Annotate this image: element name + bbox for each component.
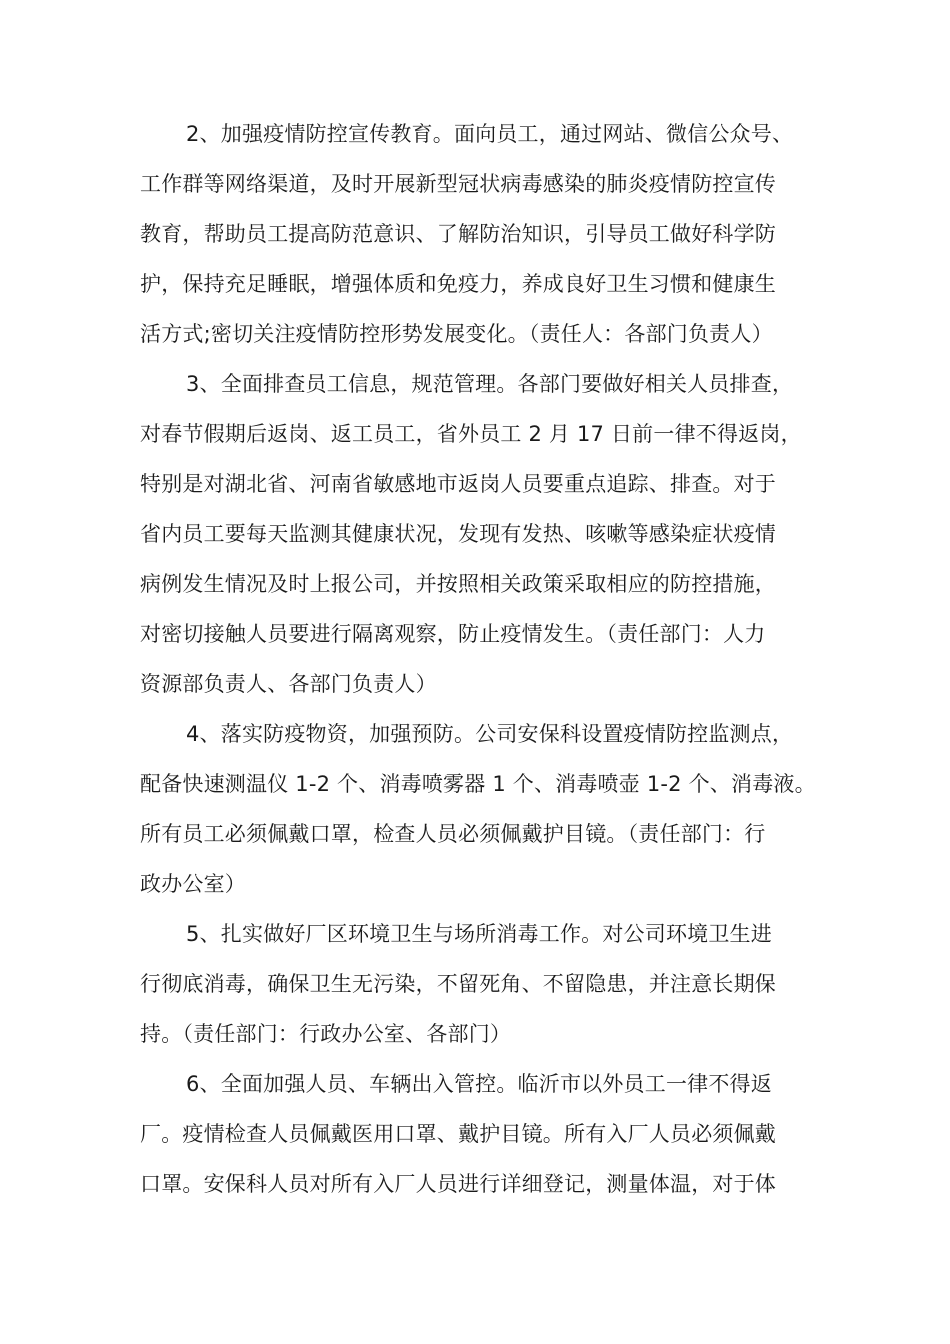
paragraph-2-line-1: 2、加强疫情防控宣传教育。面向员工，通过网站、微信公众号、 <box>186 122 794 146</box>
paragraph-4-line-4: 政办公室） <box>140 872 246 896</box>
paragraph-6-line-2: 厂。疫情检查人员佩戴医用口罩、戴护目镜。所有入厂人员必须佩戴 <box>140 1122 776 1146</box>
paragraph-4-line-1: 4、落实防疫物资，加强预防。公司安保科设置疫情防控监测点， <box>186 722 794 746</box>
paragraph-3-line-1: 3、全面排查员工信息，规范管理。各部门要做好相关人员排查， <box>186 372 794 396</box>
paragraph-5-line-3: 持。（责任部门：行政办公室、各部门） <box>140 1022 512 1046</box>
paragraph-3-line-6: 对密切接触人员要进行隔离观察，防止疫情发生。（责任部门：人力 <box>140 622 766 646</box>
paragraph-2-line-5: 活方式;密切关注疫情防控形势发展变化。（责任人：各部门负责人） <box>140 322 773 346</box>
paragraph-2-line-4: 护，保持充足睡眠，增强体质和免疫力，养成良好卫生习惯和健康生 <box>140 272 776 296</box>
paragraph-2-line-3: 教育，帮助员工提高防范意识、了解防治知识，引导员工做好科学防 <box>140 222 776 246</box>
paragraph-6-line-1: 6、全面加强人员、车辆出入管控。临沂市以外员工一律不得返 <box>186 1072 772 1096</box>
paragraph-3-line-5: 病例发生情况及时上报公司，并按照相关政策采取相应的防控措施， <box>140 572 776 596</box>
paragraph-3-line-2: 对春节假期后返岗、返工员工，省外员工 2 月 17 日前一律不得返岗， <box>140 422 802 446</box>
paragraph-3-line-4: 省内员工要每天监测其健康状况，发现有发热、咳嗽等感染症状疫情 <box>140 522 776 546</box>
paragraph-3-line-7: 资源部负责人、各部门负责人） <box>140 672 437 696</box>
paragraph-4-line-3: 所有员工必须佩戴口罩，检查人员必须佩戴护目镜。（责任部门：行 <box>140 822 766 846</box>
paragraph-5-line-1: 5、扎实做好厂区环境卫生与场所消毒工作。对公司环境卫生进 <box>186 922 772 946</box>
paragraph-5-line-2: 行彻底消毒，确保卫生无污染，不留死角、不留隐患，并注意长期保 <box>140 972 776 996</box>
paragraph-2-line-2: 工作群等网络渠道，及时开展新型冠状病毒感染的肺炎疫情防控宣传 <box>140 172 776 196</box>
paragraph-3-line-3: 特别是对湖北省、河南省敏感地市返岗人员要重点追踪、排查。对于 <box>140 472 776 496</box>
paragraph-6-line-3: 口罩。安保科人员对所有入厂人员进行详细登记，测量体温，对于体 <box>140 1172 776 1196</box>
paragraph-4-line-2: 配备快速测温仪 1-2 个、消毒喷雾器 1 个、消毒喷壶 1-2 个、消毒液。 <box>140 772 816 796</box>
